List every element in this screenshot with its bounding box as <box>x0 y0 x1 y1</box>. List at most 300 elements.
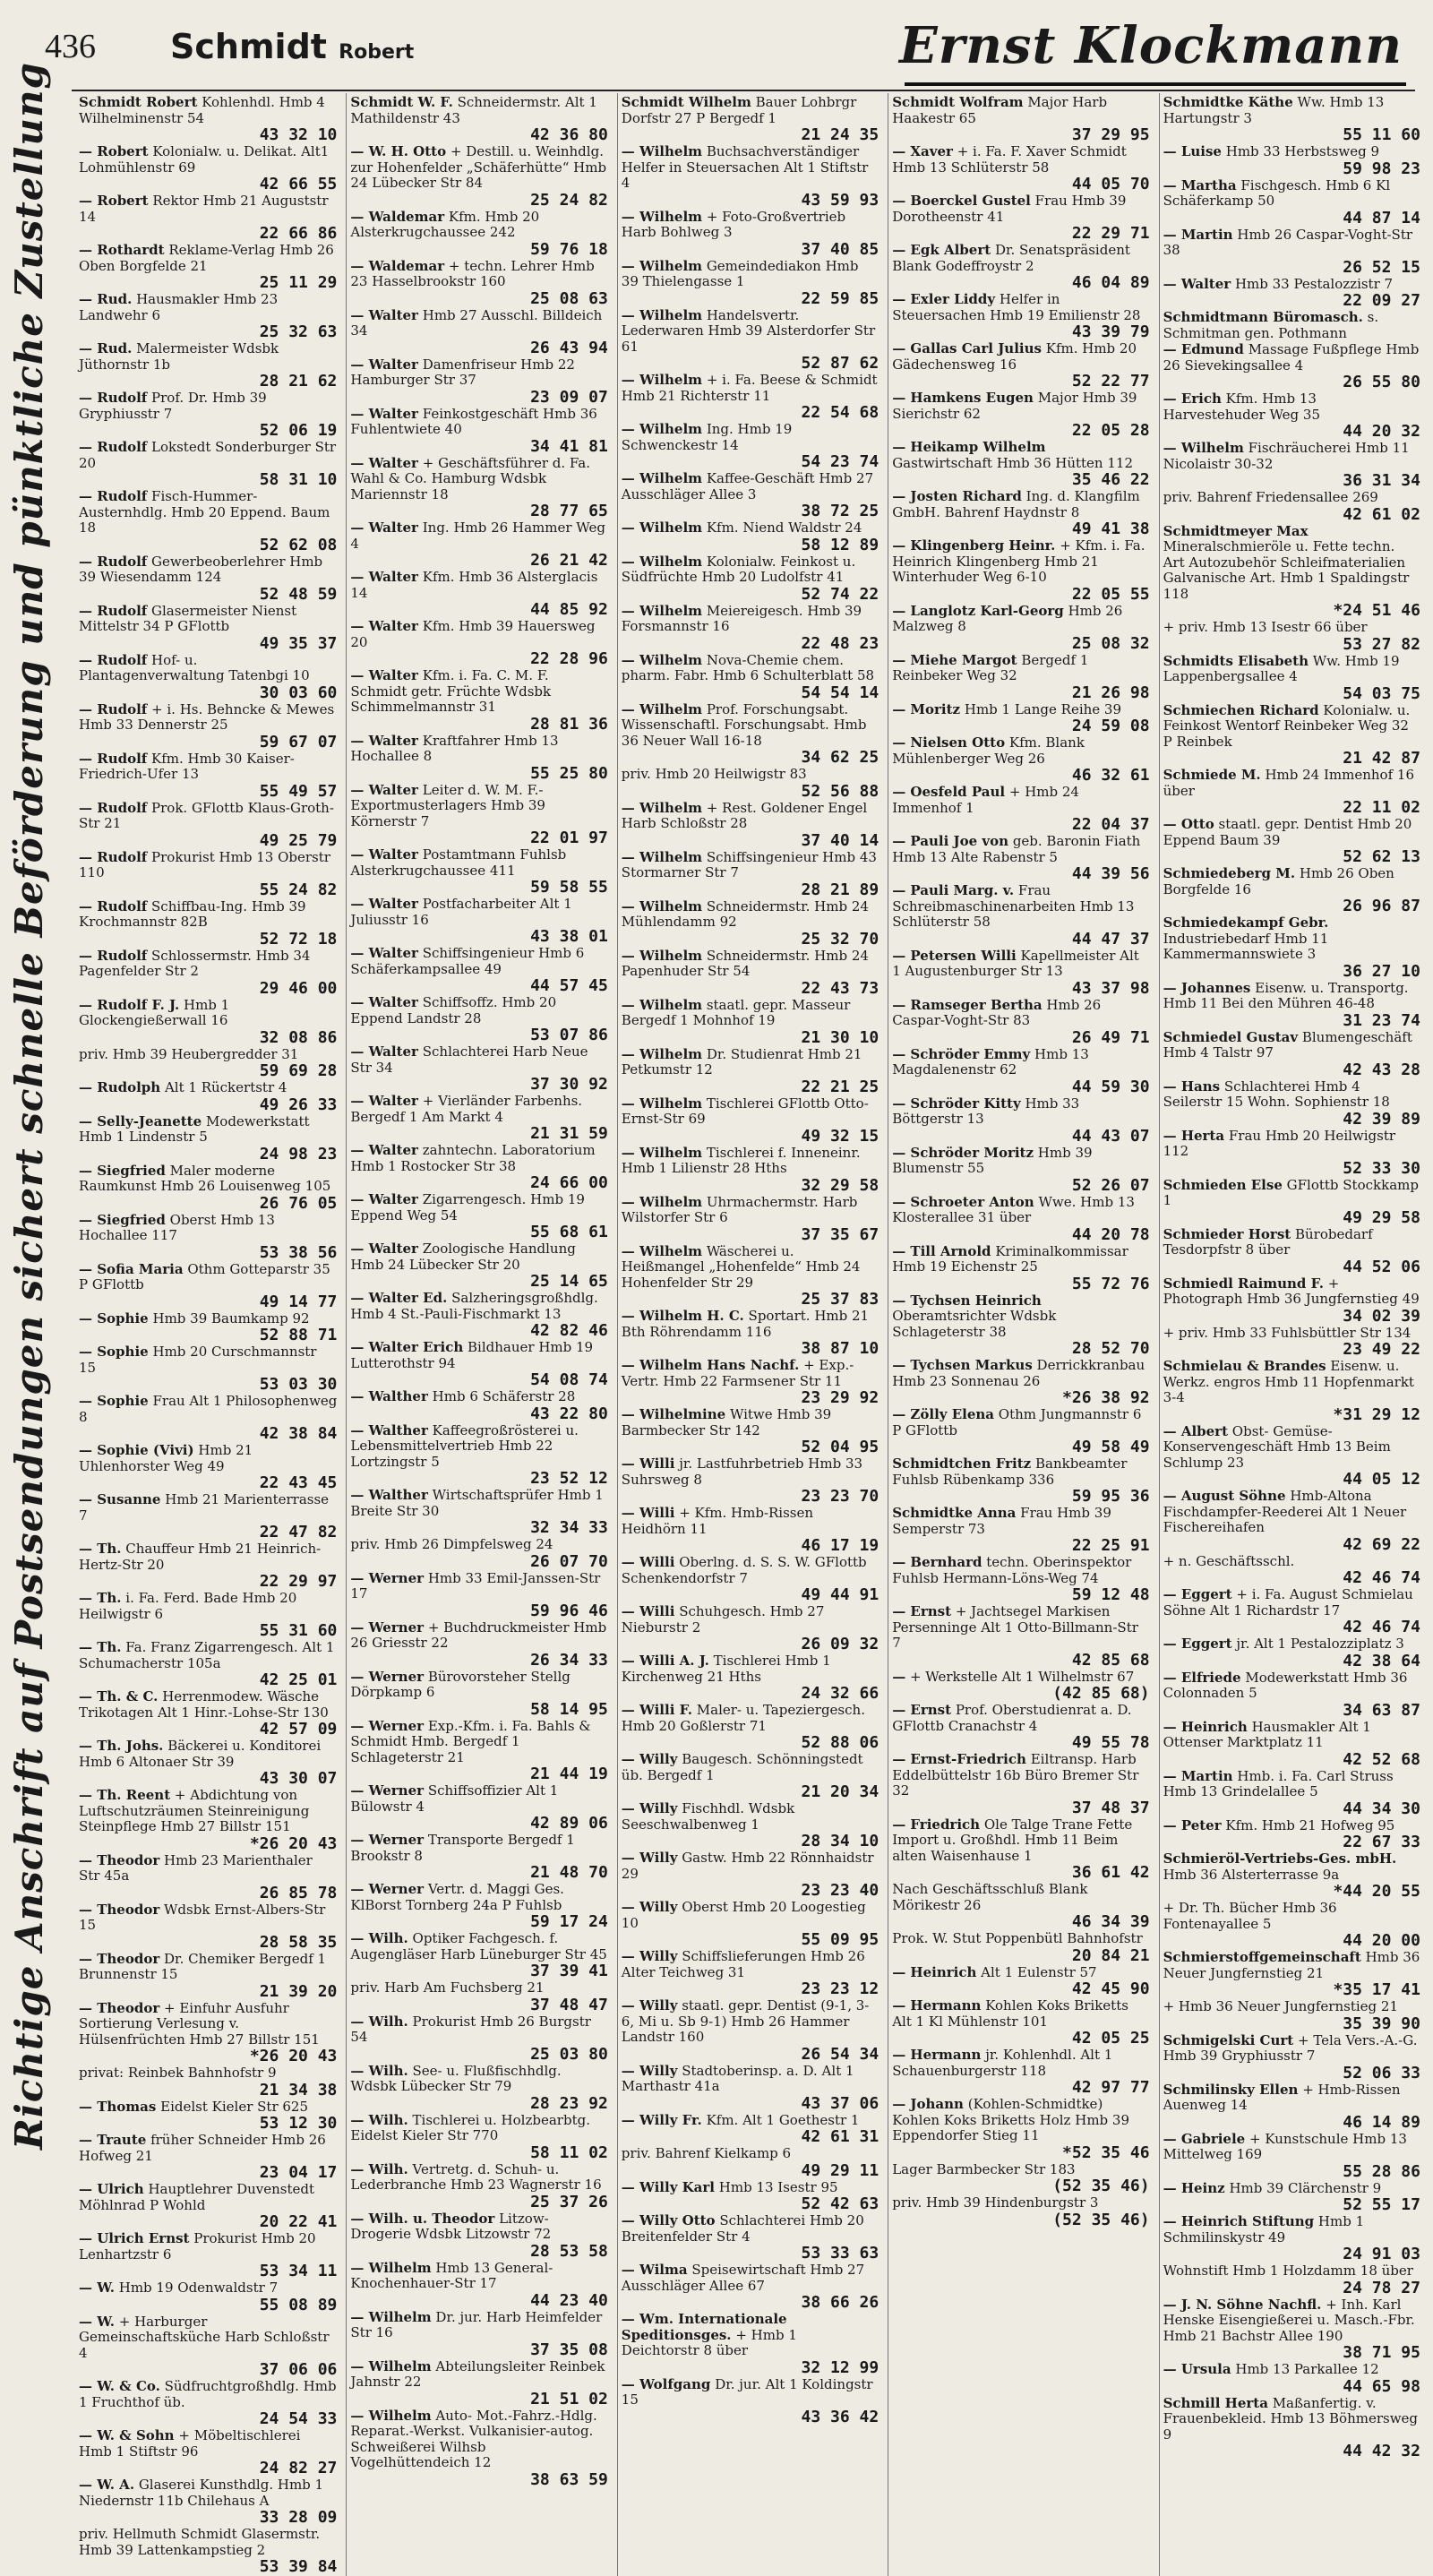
directory-entry <box>350 308 607 356</box>
entry-phone: *26 20 43 <box>249 1833 338 1853</box>
directory-entry <box>79 391 337 439</box>
entry-details: Mineralschmieröle u. Fette techn. Art Autozubehör Schleifmaterialien Galvanische Art. Hmb 1 Spaldingstr 118 <box>1163 538 1410 602</box>
entry-name: — Wilhelm <box>621 700 703 717</box>
entry-phone: 49 26 33 <box>259 1095 338 1114</box>
entry-phone: 23 23 40 <box>801 1881 880 1900</box>
directory-entry <box>79 1739 337 1787</box>
entry-phone: 52 06 33 <box>1343 2063 1420 2082</box>
directory-entry <box>350 2409 607 2488</box>
directory-entry <box>79 193 337 242</box>
entry-details: + Möbeltischlerei Hmb 1 Stiftstr 96 <box>79 2427 301 2460</box>
entry-phone: 59 67 07 <box>259 732 338 751</box>
entry-phone: 43 39 79 <box>1071 322 1150 341</box>
directory-entry <box>79 341 337 390</box>
entry-phone: 22 59 85 <box>801 288 880 308</box>
entry-phone: 23 52 12 <box>530 1469 608 1488</box>
entry-phone: 37 35 67 <box>801 1224 880 1244</box>
entry-name: — Wilhelm <box>1163 440 1244 456</box>
entry-phone: 49 29 58 <box>1343 1207 1420 1227</box>
directory-entry <box>79 440 337 488</box>
entry-phone: 32 34 33 <box>530 1518 608 1537</box>
entry-details: Hmb 33 Böttgerstr 13 <box>892 1095 1080 1127</box>
entry-phone: 24 32 66 <box>801 1684 880 1703</box>
entry-details: Kolonialw. u. Delikat. Alt1 Lohmühlenstr 69 <box>79 143 330 176</box>
entry-name: — Petersen Willi <box>892 947 1017 964</box>
entry-details: + Abdichtung von Luftschutzräumen Steinreinigung Steinpflege Hmb 27 Billstr 151 <box>79 1787 310 1834</box>
entry-phone: 44 85 92 <box>530 600 608 619</box>
entry-name: — Susanne <box>79 1491 161 1507</box>
entry-details: + Hmb 1 Deichtorstr 8 über <box>621 2326 797 2358</box>
entry-details: + Inh. Karl Henske Eisengießerei u. Masch.-Fbr. Hmb 21 Bachstr Allee 190 <box>1163 2296 1415 2344</box>
entry-name: — Wilhelm <box>621 553 703 570</box>
entry-name: — Wilhelm <box>621 602 703 619</box>
entry-name: Schmielau & Brandes <box>1163 1358 1326 1374</box>
directory-entry <box>622 2146 879 2179</box>
entry-name: Schmieröl-Vertriebs-Ges. mbH. <box>1163 1850 1397 1867</box>
entry-details: Eisenw. u. Werkz. engros Hmb 11 Hopfenmarkt 3-4 <box>1163 1358 1414 1405</box>
directory-entry <box>622 520 879 554</box>
directory-entry <box>892 1047 1149 1095</box>
entry-details: Schneidermstr. Hmb 24 Papenhuder Str 54 <box>621 947 869 979</box>
entry-details: Maler- u. Tapeziergesch. Hmb 20 Goßlerstr 71 <box>621 1702 865 1734</box>
entry-phone: 22 29 97 <box>259 1572 338 1591</box>
directory-entry <box>79 2477 337 2526</box>
entry-name: — Willy <box>621 1751 678 1767</box>
entry-name: — Robert <box>79 143 149 159</box>
entry-name: — Nielsen Otto <box>892 734 1006 751</box>
directory-entry <box>1163 391 1420 440</box>
entry-details: Fischräucherei Hmb 11 Nicolaistr 30-32 <box>1163 440 1410 472</box>
entry-phone: 24 98 23 <box>259 1144 338 1163</box>
entry-phone: 24 59 08 <box>1071 717 1150 735</box>
entry-phone: 21 34 38 <box>259 2080 338 2099</box>
entry-name: Schmidt Wolfram <box>892 94 1024 110</box>
entry-phone: 43 37 98 <box>1071 978 1150 998</box>
entry-phone: 22 67 33 <box>1343 1833 1420 1851</box>
entry-details: staatl. gepr. Dentist (9-1, 3-6, Mi u. Sb 9-1) Hmb 26 Hammer Landstr 160 <box>621 1997 870 2045</box>
directory-entry <box>350 1044 607 1093</box>
entry-name: — Wilhelm <box>621 519 703 536</box>
entry-details: Hmb 33 Emil-Janssen-Str 17 <box>350 1569 601 1601</box>
entry-phone: (42 85 68) <box>1052 1684 1150 1703</box>
entry-details: Kfm. Blank Mühlenberger Weg 26 <box>892 734 1085 767</box>
entry-phone: 32 12 99 <box>801 2357 880 2377</box>
entry-details: Kfm. Alt 1 Goethestr 1 <box>706 2111 860 2128</box>
entry-name: — Rudolf <box>79 700 148 717</box>
entry-phone: 21 20 34 <box>801 1782 880 1801</box>
directory-entry <box>350 95 607 143</box>
directory-entry <box>79 1952 337 2000</box>
entry-name: — Moritz <box>892 700 961 717</box>
entry-details: Hmb 36 Neuer Jungfernstieg 21 <box>1163 1949 1420 1981</box>
directory-entry <box>1163 490 1420 523</box>
entry-phone: 44 43 07 <box>1071 1126 1150 1146</box>
entry-details: Leiter d. W. M. F.-Exportmusterlagers Hmb 39 Körnerstr 7 <box>350 781 545 829</box>
entry-details: Baugesch. Schönningstedt üb. Bergedf 1 <box>621 1751 863 1783</box>
directory-entry <box>892 1407 1149 1455</box>
entry-name: — Thomas <box>79 2098 157 2115</box>
entry-details: Prokurist Hmb 26 Burgstr 54 <box>350 2013 591 2045</box>
directory-entry <box>622 1555 879 1603</box>
directory-entry <box>1163 310 1420 341</box>
entry-phone: 37 06 06 <box>259 2360 338 2379</box>
directory-entry <box>350 619 607 667</box>
entry-name: — Wilhelm <box>621 372 703 388</box>
entry-phone: 59 96 46 <box>530 1601 608 1620</box>
directory-entry <box>1163 144 1420 177</box>
directory-entry <box>1163 1720 1420 1768</box>
entry-details: Kolonialw. u. Feinkost Wentorf Reinbeker Weg 32 P Reinbek <box>1163 701 1411 750</box>
entry-name: — Robert <box>79 193 149 209</box>
entry-details: Bergedf 1 Reinbeker Weg 32 <box>892 651 1089 683</box>
entry-details: Kaffee-Geschäft Hmb 27 Ausschläger Allee 3 <box>621 470 874 502</box>
directory-entry <box>350 456 607 520</box>
entry-details: Gemeindediakon Hmb 39 Thielengasse 1 <box>621 257 859 289</box>
directory-entry <box>79 2182 337 2230</box>
entry-phone: 42 82 46 <box>530 1321 608 1340</box>
directory-entry <box>79 489 337 554</box>
entry-phone: 43 38 01 <box>530 927 608 946</box>
entry-phone: 34 41 81 <box>530 436 608 456</box>
directory-entry <box>892 2162 1149 2195</box>
entry-phone: 52 62 13 <box>1343 847 1420 866</box>
entry-name: — Elfriede <box>1163 1669 1241 1686</box>
entry-details: Abteilungsleiter Reinbek Jahnstr 22 <box>350 2357 605 2390</box>
entry-phone: 46 34 39 <box>1071 1912 1150 1931</box>
entry-details: Glasermeister Nienst Mittelstr 34 P GFlottb <box>79 602 297 634</box>
entry-name: — Otto <box>1163 816 1214 832</box>
entry-details: Eidelst Kieler Str 625 <box>160 2098 309 2115</box>
entry-phone: 46 17 19 <box>801 1536 880 1555</box>
directory-entry <box>1163 2132 1420 2180</box>
entry-phone: 25 03 80 <box>530 2044 608 2064</box>
entry-phone: 28 81 36 <box>530 714 608 734</box>
entry-phone: 22 21 25 <box>801 1077 880 1096</box>
entry-name: — Willy <box>621 1948 678 1964</box>
entry-phone: 25 32 70 <box>801 929 880 949</box>
entry-phone: 44 42 32 <box>1343 2442 1420 2460</box>
entry-name: — Zölly Elena <box>892 1406 994 1422</box>
entry-name: — Walter <box>350 454 418 471</box>
entry-name: — Rudolf <box>79 848 148 865</box>
entry-name: — Hermann <box>892 2047 982 2063</box>
directory-entry <box>350 1340 607 1388</box>
directory-entry <box>1163 277 1420 310</box>
directory-entry <box>622 2263 879 2311</box>
header-rule <box>72 90 1415 91</box>
entry-details: Hmb 26 Malzweg 8 <box>892 602 1123 634</box>
entry-name: — Walter <box>350 618 418 634</box>
entry-name: — Walther <box>350 1421 428 1438</box>
directory-entry <box>622 1801 879 1850</box>
entry-phone: 22 04 37 <box>1071 815 1150 834</box>
running-head-firstname: Robert <box>339 41 415 64</box>
entry-name: — Th. Reent <box>79 1787 171 1803</box>
directory-entry <box>350 520 607 569</box>
entry-phone: 26 52 15 <box>1343 257 1420 277</box>
directory-entry <box>892 144 1149 193</box>
entry-phone: 46 32 61 <box>1071 766 1150 785</box>
entry-phone: 28 77 65 <box>530 502 608 520</box>
entry-name: — Ursula <box>1163 2361 1231 2377</box>
entry-name: — Wilhelm <box>350 2259 432 2276</box>
entry-name: — Walter <box>350 569 418 585</box>
directory-entry <box>622 422 879 470</box>
entry-details: Oberlng. d. S. S. W. GFlottb Schenkendorfstr 7 <box>621 1554 867 1586</box>
entry-name: Schmiedl Raimund F. <box>1163 1275 1324 1292</box>
entry-phone: 44 87 14 <box>1343 208 1420 228</box>
directory-entry <box>79 998 337 1046</box>
entry-name: — Martin <box>1163 226 1233 243</box>
directory-entry <box>79 1853 337 1902</box>
entry-details: Hmb 20 Curschmannstr 15 <box>79 1344 317 1376</box>
directory-entry <box>1163 2181 1420 2214</box>
entry-details: + Dr. Th. Bücher Hmb 36 Fontenayallee 5 <box>1163 1900 1337 1932</box>
directory-entry <box>622 1146 879 1194</box>
entry-name: — Gallas Carl Julius <box>892 340 1042 356</box>
entry-phone: 55 09 95 <box>801 1930 880 1949</box>
entry-name: — Walter <box>350 405 418 422</box>
entry-phone: 55 49 57 <box>259 781 338 801</box>
entry-details: Tischlerei u. Holzbearbtg. Eidelst Kieler Str 770 <box>350 2111 590 2143</box>
directory-entry <box>350 144 607 209</box>
entry-details: Auto- Mot.-Fahrz.-Hdlg. Reparat.-Werkst. Vulkanisier-autog. Schweißerei Wilhsb Vogelhüttendeich 12 <box>350 2407 597 2470</box>
directory-entry <box>1163 2263 1420 2297</box>
entry-phone: 49 58 49 <box>1071 1438 1150 1456</box>
directory-entry <box>892 1555 1149 1603</box>
entry-name: — Boerckel Gustel <box>892 193 1031 209</box>
entry-details: + i. Hs. Behncke & Mewes Hmb 33 Dennerstr 25 <box>79 700 335 733</box>
entry-details: Gewerbeoberlehrer Hmb 39 Wiesendamm 124 <box>79 553 323 585</box>
entry-phone: 42 89 06 <box>530 1814 608 1833</box>
directory-entry <box>350 2064 607 2112</box>
entry-name: — J. N. Söhne Nachfl. <box>1163 2296 1322 2313</box>
entry-phone: 55 31 60 <box>259 1621 338 1640</box>
entry-details: Chauffeur Hmb 21 Heinrich-Hertz-Str 20 <box>79 1541 322 1573</box>
entry-phone: 42 25 01 <box>259 1670 338 1689</box>
directory-entry <box>79 2001 337 2065</box>
directory-entry <box>892 391 1149 439</box>
directory-entry <box>1163 1851 1420 1900</box>
entry-details: priv. Hellmuth Schmidt Glasermstr. Hmb 39 Lattenkampstieg 2 <box>79 2526 321 2558</box>
entry-phone: 52 62 08 <box>259 535 338 554</box>
entry-phone: 38 63 59 <box>530 2469 608 2489</box>
directory-entry <box>892 1456 1149 1505</box>
entry-details: Lager Barmbecker Str 183 <box>892 2160 1076 2177</box>
entry-name: Schmilinsky Ellen <box>1163 2081 1299 2098</box>
directory-entry <box>892 834 1149 882</box>
entry-phone: 26 21 42 <box>530 551 608 570</box>
entry-name: — Heinrich Stiftung <box>1163 2213 1315 2229</box>
entry-name: — Theodor <box>79 1999 160 2016</box>
entry-details: Herrenmodew. Wäsche Trikotagen Alt 1 Hinr.-Lohse-Str 130 <box>79 1688 329 1721</box>
entry-details: Hmb-Altona Fischdampfer-Reederei Alt 1 Neuer Fischereihafen <box>1163 1488 1407 1535</box>
directory-entry <box>79 604 337 652</box>
entry-details: priv. Bahrenf Kielkamp 6 <box>621 2145 792 2161</box>
directory-entry <box>892 735 1149 784</box>
directory-entry <box>1163 915 1420 980</box>
entry-name: — Xaver <box>892 143 953 159</box>
entry-name: — Theodor <box>79 1901 160 1918</box>
directory-entry <box>892 440 1149 488</box>
directory-entry <box>1163 2297 1420 2362</box>
sponsor-ad: Ernst Klockmann <box>899 16 1403 75</box>
entry-details: Major Harb Haakestr 65 <box>892 94 1108 126</box>
directory-entry <box>892 1817 1149 1882</box>
entry-name: — Th. <box>79 1541 122 1557</box>
directory-entry <box>892 1965 1149 1998</box>
entry-details: Tischlerei GFlottb Otto-Ernst-Str 69 <box>621 1095 869 1127</box>
entry-phone: 22 05 55 <box>1071 584 1150 604</box>
entry-phone: 43 59 93 <box>801 190 880 210</box>
entry-name: — Eggert <box>1163 1586 1232 1602</box>
entry-details: Hausmakler Alt 1 Ottenser Marktplatz 11 <box>1163 1718 1371 1750</box>
entry-phone: 55 68 61 <box>530 1223 608 1241</box>
entry-details: Nach Geschäftsschluß Blank Mörikestr 26 <box>892 1881 1088 1913</box>
directory-entry <box>622 1244 879 1309</box>
entry-details: Dr. jur. Harb Heimfelder Str 16 <box>350 2308 603 2340</box>
directory-entry <box>892 1882 1149 1930</box>
entry-details: Vertretg. d. Schuh- u. Lederbranche Hmb 23 Wagnerstr 16 <box>350 2160 602 2193</box>
entry-name: — W. & Sohn <box>79 2427 175 2443</box>
entry-name: — Schroeter Anton <box>892 1193 1034 1210</box>
entry-phone: 23 23 12 <box>801 1979 880 1998</box>
entry-phone: *35 17 41 <box>1333 1980 1420 1999</box>
entry-phone: 36 31 34 <box>1343 471 1420 490</box>
entry-name: — Oesfeld Paul <box>892 784 1006 800</box>
entry-phone: 38 66 26 <box>801 2293 880 2312</box>
entry-name: — Martin <box>1163 1767 1233 1784</box>
entry-details: Witwe Hmb 39 Barmbecker Str 142 <box>621 1406 832 1438</box>
directory-entry <box>1163 1359 1420 1423</box>
entry-name: — Wilhelm <box>621 897 703 914</box>
directory-entry <box>892 1931 1149 1964</box>
entry-details: Maler moderne Raumkunst Hmb 26 Louisenweg 105 <box>79 1162 331 1194</box>
entry-phone: 49 32 15 <box>801 1126 880 1146</box>
entry-name: — Wilhelm <box>621 1095 703 1112</box>
entry-name: — Rothardt <box>79 242 165 258</box>
directory-entry <box>892 1358 1149 1406</box>
directory-entry <box>892 883 1149 948</box>
entry-name: — Wilhelm <box>621 1193 703 1210</box>
entry-details: + i. Fa. F. Xaver Schmidt Hmb 13 Schlüterstr 58 <box>892 143 1127 176</box>
directory-entry <box>1163 620 1420 653</box>
entry-details: Bürovorsteher Stellg Dörpkamp 6 <box>350 1668 571 1700</box>
entry-details: zahntechn. Laboratorium Hmb 1 Rostocker Str 38 <box>350 1142 596 1174</box>
entry-name: — Rud. <box>79 340 133 356</box>
directory-entry <box>350 1389 607 1422</box>
entry-name: — Herta <box>1163 1127 1225 1144</box>
entry-details: Tischlerei Hmb 1 Kirchenweg 21 Hths <box>621 1653 831 1685</box>
directory-entry <box>622 1456 879 1505</box>
page-header <box>0 0 1433 97</box>
entry-name: — Schröder Emmy <box>892 1045 1031 1062</box>
entry-details: Schiffbau-Ing. Hmb 39 Krochmannstr 82B <box>79 897 306 930</box>
entry-details: Kfm. Hmb 21 Hofweg 95 <box>1225 1816 1395 1833</box>
entry-phone: 22 25 91 <box>1071 1536 1150 1555</box>
entry-details: Uhrmachermstr. Harb Wilstorfer Str 6 <box>621 1193 858 1225</box>
entry-name: — Th. <box>79 1590 122 1606</box>
directory-entry <box>622 1047 879 1095</box>
entry-details: Prof. Dr. Hmb 39 Gryphiusstr 7 <box>79 390 267 422</box>
entry-name: — Sofia Maria <box>79 1260 184 1277</box>
directory-entry <box>892 2097 1149 2161</box>
entry-details: Hmb 13 Magdalenenstr 62 <box>892 1045 1089 1078</box>
directory-entry <box>79 1163 337 1212</box>
directory-entry <box>622 259 879 307</box>
entry-phone: 28 23 92 <box>530 2093 608 2113</box>
entry-phone: 28 21 89 <box>801 880 880 899</box>
directory-entry <box>622 998 879 1046</box>
entry-name: — Wilh. <box>350 2111 408 2128</box>
entry-details: Schneidermstr. Alt 1 Mathildenstr 43 <box>350 94 597 126</box>
directory-entry <box>622 850 879 898</box>
entry-phone: 21 39 20 <box>259 1981 338 2001</box>
entry-phone: 49 55 78 <box>1071 1733 1150 1752</box>
directory-entry <box>350 1931 607 1979</box>
entry-name: — Bernhard <box>892 1554 983 1570</box>
entry-details: Frau Schreibmaschinenarbeiten Hmb 13 Schlüterstr 58 <box>892 882 1135 930</box>
entry-name: — Wilh. <box>350 1930 408 1946</box>
directory-entry <box>79 95 337 143</box>
entry-phone: 24 82 27 <box>259 2459 338 2477</box>
entry-phone: 30 03 60 <box>259 683 338 702</box>
entry-details: Kapellmeister Alt 1 Augustenburger Str 13 <box>892 947 1139 979</box>
directory-entry <box>622 373 879 421</box>
entry-name: — Schröder Kitty <box>892 1095 1021 1112</box>
entry-name: — Willi <box>621 1554 675 1570</box>
entry-name: Schmidt Robert <box>79 94 198 110</box>
directory-entry <box>1163 2082 1420 2131</box>
entry-name: — Wilhelm <box>621 848 703 865</box>
directory-entry <box>622 1195 879 1243</box>
entry-details: Glaserei Kunsthdlg. Hmb 1 Niedernstr 11b Chilehaus A <box>79 2477 324 2509</box>
entry-phone: 44 20 78 <box>1071 1224 1150 1244</box>
entry-details: Bauer Lohbrgr Dorfstr 27 P Bergedf 1 <box>621 94 857 126</box>
entry-phone: 53 03 30 <box>259 1375 338 1394</box>
entry-name: Schmill Herta <box>1163 2394 1268 2411</box>
entry-details: Hmb 26 Caspar-Voght-Str 38 <box>1163 226 1413 258</box>
entry-details: Ww. Hmb 13 Hartungstr 3 <box>1163 94 1385 126</box>
entry-details: Wirtschaftsprüfer Hmb 1 Breite Str 30 <box>350 1487 604 1519</box>
entry-phone: 25 37 26 <box>530 2192 608 2211</box>
directory-entry <box>79 2280 337 2314</box>
directory-entry <box>892 95 1149 143</box>
entry-details: Postfacharbeiter Alt 1 Juliusstr 16 <box>350 896 572 928</box>
directory-entry <box>350 1488 607 1536</box>
entry-details: Fischgesch. Hmb 6 Kl Schäferkamp 50 <box>1163 176 1391 209</box>
entry-phone: 42 66 55 <box>259 175 338 193</box>
entry-name: Schmidtke Anna <box>892 1505 1017 1521</box>
entry-details: Hmb 13 Parkallee 12 <box>1235 2361 1379 2377</box>
entry-phone: 53 33 63 <box>801 2244 880 2263</box>
directory-entry <box>622 604 879 652</box>
directory-entry <box>1163 1030 1420 1078</box>
entry-phone: 52 22 77 <box>1071 372 1150 391</box>
directory-entry <box>1163 1326 1420 1359</box>
entry-details: Kfm. Niend Waldstr 24 <box>706 519 862 536</box>
entry-phone: 55 08 89 <box>259 2295 338 2314</box>
entry-name: — Hamkens Eugen <box>892 390 1034 406</box>
entry-name: — Willy <box>621 1997 678 2014</box>
entry-phone: 35 46 22 <box>1071 470 1150 489</box>
entry-phone: 21 31 59 <box>530 1124 608 1143</box>
entry-name: — Willy <box>621 1850 678 1866</box>
entry-phone: 42 39 89 <box>1343 1109 1420 1129</box>
entry-phone: 34 02 39 <box>1343 1306 1420 1326</box>
entry-details: Schiffsingenieur Hmb 43 Stormarner Str 7 <box>621 848 877 880</box>
entry-phone: 22 09 27 <box>1343 291 1420 310</box>
